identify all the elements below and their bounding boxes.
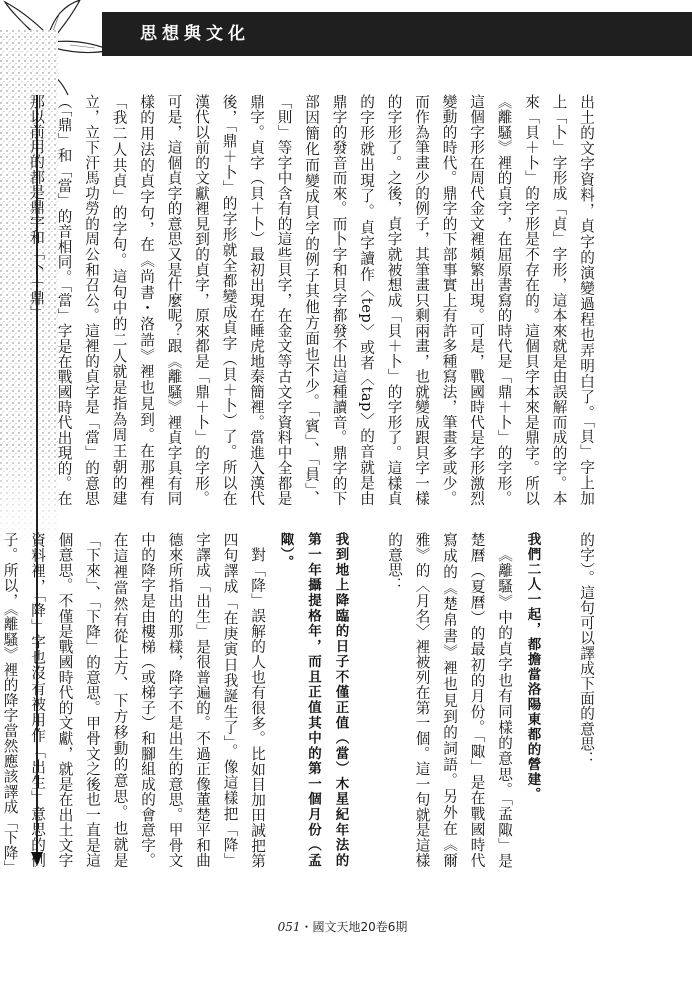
paragraph: 《離騷》中的貞字也有同樣的意思。「孟陬」是楚曆（夏曆）的最初的月份。「陬」是在戰國時代寫成的《楚帛書》裡也見到的詞語。另外在《爾雅》的〈月名〉裡被列在第一個。這一句就是這樣的意思： [386,532,513,868]
section-title: 思想與文化 [140,24,250,44]
article-body-top [28,94,600,506]
paragraph: 出土的文字資料，貞字的演變過程也弄明白了。「貝」字上加上「卜」字形成「貞」字形，這本來就是由誤解而成的字。本來「貝＋卜」的字形是不存在的。這個貝字本來是鼎字。所以《離騷》裡的貞字，在屈原書寫的時代是「鼎＋卜」的字形。這個字形在周代金文裡頻繁出現。可是，戰國時代是字形激烈變動的時代。鼎字的下部事實上有許多種寫法，筆畫多或少。而作為筆畫少的例子，其筆畫只剩兩畫，也就變成跟貝字一樣的字形了。之後，貞字就被想成「貝＋卜」的字形了。這樣貞的字形就出現了。貞字讀作〈tep〉或者〈tap〉的音就是由鼎字的發音而來。而卜字和貝字都發不出這種讀音。鼎字的下部因簡化而變成貝字的例子其他方面也不少。「賓」、「員」、「則」等字中含有的這些貝字，在金文等古文字資料中全都是鼎字。貞字（貝＋卜）最初出現在睡虎地秦簡裡。當進入漢代後，「鼎＋卜」的字形就全都變成貞字（貝＋卜）了。所以在漢代以前的文獻裡見到的貞字，原來都是「鼎＋卜」的字形。可是，這個貞字的意思又是什麼呢？跟《離騷》裡貞字具有同樣的用法的貞字句，在《尚書・洛誥》裡也見到。在那裡有「我二人共貞」的字句。這句中的二人就是指為周王朝的建立，立下汗馬功勞的周公和召公。這裡的貞字是「當」的意思（「鼎」和「當」的音相同。「當」字是在戰國時代出現的。在那以前用的都是鼎字和「卜＋鼎」 [28,94,595,506]
footer-separator: ・ [300,920,313,934]
block-quote: 我到地上降臨的日子不僅正值（當）木星紀年法的第一年攝提格年，而且正值其中的第一個月份（孟陬）。 [277,532,349,868]
paragraph: 的字）。這句可以譯成下面的意思： [578,532,595,767]
page-number: 051 [277,920,301,934]
page-footer [0,918,685,935]
publication-name: 國文天地20卷6期 [312,920,408,934]
article-body-bottom [1,532,600,868]
paragraph: 對「降」誤解的人也有很多。比如目加田誠把第四句譯成「在庚寅日我誕生了」。像這樣把「降」字譯成「出生」是很普遍的。不過正像董楚平和曲德來所指出的那樣，降字不是出生的意思。甲骨文中的降字是由樓梯（或梯子）和腳組成的會意字。在這裡當然有從上方、下方移動的意思。也就是「下來」、「下降」的意思。甲骨文之後也一直是這個意思。不僅是戰國時代的文獻，就是在出土文字資料裡，「降」字也沒有被用作「出生」意思的例子。所以，《離騷》裡的降字當然應該譯成「下降」 [1,532,266,868]
block-quote: 我們二人一起，都擔當洛陽東都的營建。 [524,532,541,802]
